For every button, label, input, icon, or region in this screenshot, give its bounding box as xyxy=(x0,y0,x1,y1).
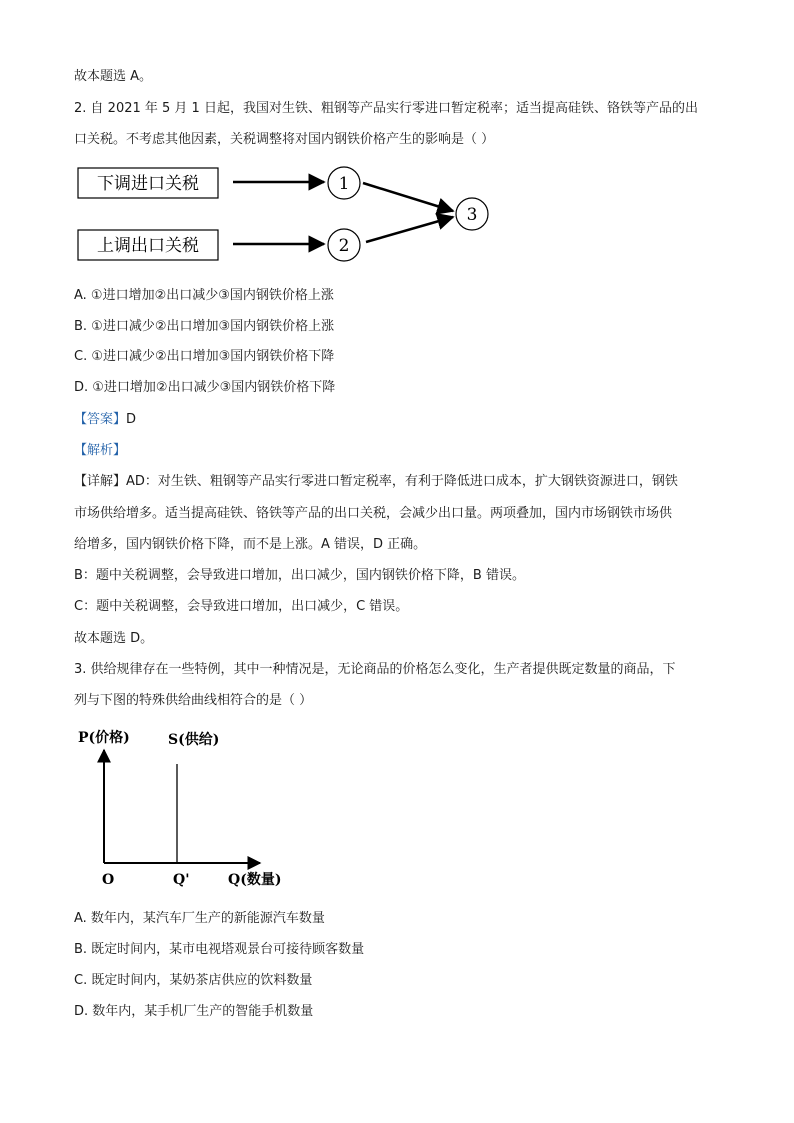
q2-conclusion: 故本题选 D。 xyxy=(74,631,154,646)
q3-stem-line1: 3. 供给规律存在一些特例，其中一种情况是，无论商品的价格怎么变化，生产者提供既定数量的商品，下 xyxy=(74,662,676,677)
answer-label: 【答案】 xyxy=(74,412,127,427)
detail-text: AD：对生铁、粗钢等产品实行零进口暂定税率，有利于降低进口成本，扩大钢铁资源进口，钢铁 xyxy=(126,474,678,489)
q3-option-d: D. 数年内，某手机厂生产的智能手机数量 xyxy=(74,1004,314,1019)
answer-value: D xyxy=(126,412,137,427)
q2-option-b-explanation: B：题中关税调整，会导致进口增加，出口减少，国内钢铁价格下降，B 错误。 xyxy=(74,568,525,583)
q2-option-b: B. ①进口减少②出口增加③国内钢铁价格上涨 xyxy=(74,319,335,334)
q2-answer xyxy=(74,411,136,429)
q2-option-c: C. ①进口减少②出口增加③国内钢铁价格下降 xyxy=(74,349,335,364)
node1-label: 1 xyxy=(338,174,350,194)
origin-label: O xyxy=(102,872,115,888)
node2-label: 2 xyxy=(338,236,350,256)
supply-series-label: S(供给) xyxy=(168,732,220,748)
q3-option-b: B. 既定时间内，某市电视塔观景台可接待顾客数量 xyxy=(74,942,365,957)
arrow-node2-to-node3 xyxy=(366,217,453,242)
q2-detail-line2: 市场供给增多。适当提高硅铁、铬铁等产品的出口关税，会减少出口量。两项叠加，国内市场钢铁市场供 xyxy=(74,506,673,521)
box-lower-import-tariff-label: 下调进口关税 xyxy=(97,174,199,194)
q3-option-a: A. 数年内，某汽车厂生产的新能源汽车数量 xyxy=(74,911,325,926)
q2-detail-line3: 给增多，国内钢铁价格下降，而不是上涨。A 错误，D 正确。 xyxy=(74,537,427,552)
q2-analysis-label: 【解析】 xyxy=(74,443,127,458)
detail-label: 【详解】 xyxy=(74,474,127,489)
q2-detail-line1 xyxy=(74,473,678,491)
q2-option-d: D. ①进口增加②出口减少③国内钢铁价格下降 xyxy=(74,380,336,395)
box-raise-export-tariff-label: 上调出口关税 xyxy=(97,236,199,256)
q2-option-c-explanation: C：题中关税调整，会导致进口增加，出口减少，C 错误。 xyxy=(74,599,409,614)
q2-option-a: A. ①进口增加②出口减少③国内钢铁价格上涨 xyxy=(74,288,334,303)
x-tick-q-prime: Q' xyxy=(173,872,190,888)
y-axis-label: P(价格) xyxy=(78,730,130,746)
q1-conclusion: 故本题选 A。 xyxy=(74,69,153,84)
q3-option-c: C. 既定时间内，某奶茶店供应的饮料数量 xyxy=(74,973,313,988)
x-axis-label: Q(数量) xyxy=(228,872,282,888)
q2-tariff-diagram xyxy=(70,160,500,270)
arrow-node1-to-node3 xyxy=(363,183,453,211)
node3-label: 3 xyxy=(466,205,478,225)
q3-supply-chart xyxy=(70,722,300,897)
q2-stem-line2: 口关税。不考虑其他因素，关税调整将对国内钢铁价格产生的影响是（ ） xyxy=(74,132,495,147)
q2-stem-line1: 2. 自 2021 年 5 月 1 日起，我国对生铁、粗钢等产品实行零进口暂定税率；适当提高硅铁、铬铁等产品的出 xyxy=(74,101,698,116)
q3-stem-line2: 列与下图的特殊供给曲线相符合的是（ ） xyxy=(74,693,313,708)
